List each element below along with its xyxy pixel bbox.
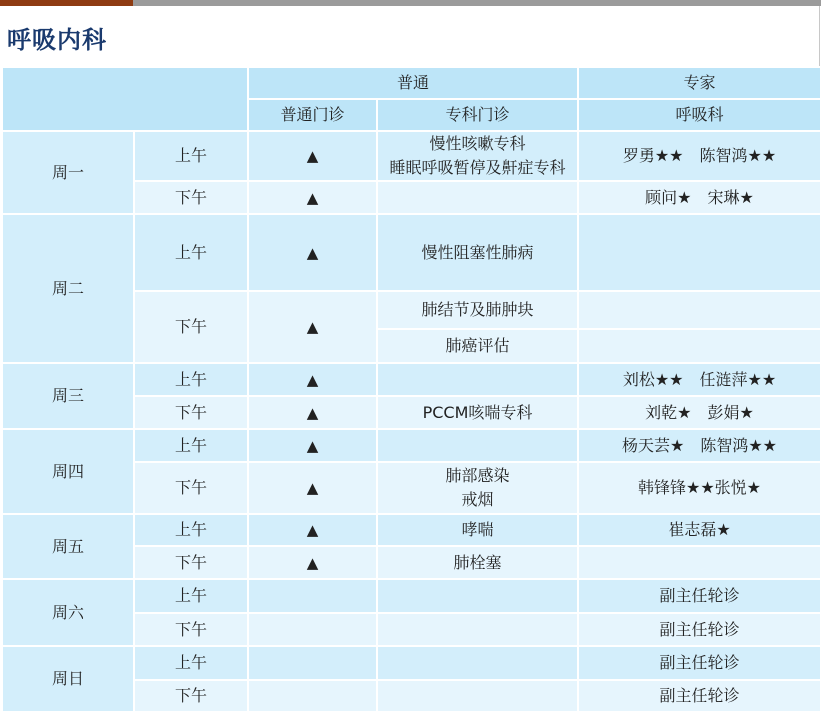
header-general-clinic: 普通门诊 (248, 99, 377, 131)
expert-cell: 副主任轮诊 (578, 579, 821, 613)
specialty-line: 肺部感染 (445, 466, 510, 485)
specialty-cell (377, 131, 578, 181)
day-cell: 周六 (2, 579, 134, 646)
header-respiratory: 呼吸科 (578, 99, 821, 131)
general-clinic-mark: ▲ (248, 396, 377, 429)
right-border-line (819, 6, 820, 68)
specialty-cell (377, 181, 578, 214)
general-clinic-mark: ▲ (248, 291, 377, 363)
expert-cell: 刘乾★ 彭娟★ (578, 396, 821, 429)
specialty-cell (377, 429, 578, 462)
time-cell: 下午 (134, 613, 248, 646)
expert-cell: 杨天芸★ 陈智鸿★★ (578, 429, 821, 462)
general-clinic-mark (248, 646, 377, 680)
day-cell: 周三 (2, 363, 134, 429)
header-corner-cell (2, 67, 248, 131)
day-cell: 周日 (2, 646, 134, 712)
expert-cell: 韩锋锋★★张悦★ (578, 462, 821, 514)
time-cell: 上午 (134, 214, 248, 291)
general-clinic-mark: ▲ (248, 514, 377, 546)
specialty-cell: 肺癌评估 (377, 329, 578, 363)
general-clinic-mark: ▲ (248, 363, 377, 396)
time-cell: 上午 (134, 514, 248, 546)
expert-cell: 副主任轮诊 (578, 680, 821, 712)
day-cell: 周一 (2, 131, 134, 214)
general-clinic-mark: ▲ (248, 462, 377, 514)
general-clinic-mark (248, 579, 377, 613)
specialty-line: 戒烟 (461, 490, 494, 509)
specialty-cell: 肺栓塞 (377, 546, 578, 579)
specialty-cell (377, 579, 578, 613)
expert-cell (578, 214, 821, 291)
general-clinic-mark: ▲ (248, 214, 377, 291)
time-cell: 下午 (134, 546, 248, 579)
top-accent-bar-brown (0, 0, 133, 6)
expert-cell (578, 291, 821, 329)
time-cell: 上午 (134, 429, 248, 462)
general-clinic-mark: ▲ (248, 429, 377, 462)
expert-cell (578, 546, 821, 579)
header-general: 普通 (248, 67, 578, 99)
specialty-line: 慢性咳嗽专科 (429, 134, 526, 153)
specialty-cell: 哮喘 (377, 514, 578, 546)
general-clinic-mark: ▲ (248, 181, 377, 214)
time-cell: 上午 (134, 646, 248, 680)
time-cell: 上午 (134, 579, 248, 613)
time-cell: 上午 (134, 131, 248, 181)
specialty-cell (377, 680, 578, 712)
header-expert: 专家 (578, 67, 821, 99)
general-clinic-mark: ▲ (248, 546, 377, 579)
specialty-cell (377, 646, 578, 680)
page-title: 呼吸内科 (7, 26, 107, 54)
time-cell: 下午 (134, 680, 248, 712)
expert-cell: 副主任轮诊 (578, 646, 821, 680)
general-clinic-mark: ▲ (248, 131, 377, 181)
expert-cell: 副主任轮诊 (578, 613, 821, 646)
specialty-cell (377, 363, 578, 396)
expert-cell: 刘松★★ 任涟萍★★ (578, 363, 821, 396)
specialty-cell (377, 613, 578, 646)
day-cell: 周二 (2, 214, 134, 363)
expert-cell: 罗勇★★ 陈智鸿★★ (578, 131, 821, 181)
day-cell: 周四 (2, 429, 134, 514)
time-cell: 下午 (134, 462, 248, 514)
header-specialty-clinic: 专科门诊 (377, 99, 578, 131)
top-accent-bar-gray (133, 0, 821, 6)
general-clinic-mark (248, 680, 377, 712)
clinic-schedule-table (1, 66, 821, 713)
specialty-cell: 肺结节及肺肿块 (377, 291, 578, 329)
top-accent-bar (0, 0, 821, 6)
time-cell: 下午 (134, 181, 248, 214)
time-cell: 下午 (134, 396, 248, 429)
expert-cell: 顾问★ 宋琳★ (578, 181, 821, 214)
specialty-line: 睡眠呼吸暂停及鼾症专科 (389, 158, 566, 177)
time-cell: 下午 (134, 291, 248, 363)
expert-cell (578, 329, 821, 363)
general-clinic-mark (248, 613, 377, 646)
expert-cell: 崔志磊★ (578, 514, 821, 546)
specialty-cell: PCCM咳喘专科 (377, 396, 578, 429)
specialty-cell (377, 462, 578, 514)
time-cell: 上午 (134, 363, 248, 396)
specialty-cell: 慢性阻塞性肺病 (377, 214, 578, 291)
day-cell: 周五 (2, 514, 134, 579)
